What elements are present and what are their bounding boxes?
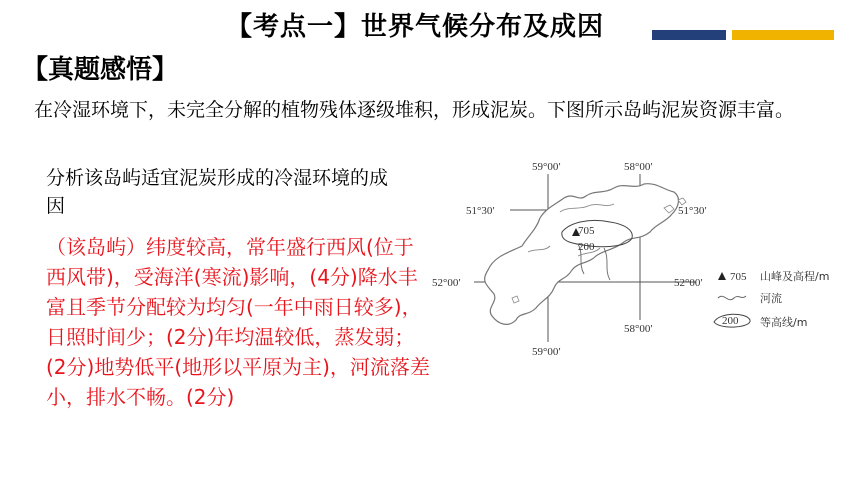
question-text: 分析该岛屿适宜泥炭形成的冷湿环境的成因 bbox=[46, 167, 389, 217]
page-title: 【考点一】世界气候分布及成因 bbox=[226, 12, 605, 42]
lon-top-left: 59°00′ bbox=[532, 161, 561, 173]
lon-top-right: 58°00′ bbox=[624, 161, 653, 173]
legend-contour-value: 200 bbox=[722, 315, 739, 327]
contour-label: 200 bbox=[578, 241, 595, 253]
accent-bar-gold bbox=[732, 30, 834, 40]
lat-upper-left: 51°30′ bbox=[466, 205, 495, 217]
legend-contour-text: 等高线/m bbox=[760, 316, 808, 329]
answer-text: （该岛屿）纬度较高，常年盛行西风(位于西风带)，受海洋(寒流)影响，(4分)降水丰富且季节分配较为均匀(一年中雨日较多)，日照时间少；(2分)年均温较低，蒸发弱；(2分)地势低平(地形以平原为主)，河流落差小，排水不畅。(2分) bbox=[46, 235, 430, 409]
lat-upper-right: 51°30′ bbox=[678, 205, 707, 217]
peak-label: 705 bbox=[578, 225, 595, 237]
legend-river-text: 河流 bbox=[760, 292, 782, 305]
lat-lower-right: 52°00′ bbox=[674, 277, 703, 289]
intro-paragraph: 在冷湿环境下，未完全分解的植物残体逐级堆积，形成泥炭。下图所示岛屿泥炭资源丰富。 bbox=[34, 99, 795, 121]
island-map bbox=[428, 152, 860, 364]
legend-peak-icon bbox=[718, 272, 726, 280]
legend-river-icon bbox=[718, 296, 746, 300]
section-label: 【真题感悟】 bbox=[22, 55, 179, 85]
legend-peak-value: 705 bbox=[730, 271, 747, 283]
lat-lower-left: 52°00′ bbox=[432, 277, 461, 289]
lon-bottom-left: 59°00′ bbox=[532, 346, 561, 358]
legend-peak-text: 山峰及高程/m bbox=[760, 270, 830, 283]
lon-bottom-right: 58°00′ bbox=[624, 323, 653, 335]
accent-bar-dark bbox=[652, 30, 726, 40]
map-legend bbox=[714, 269, 829, 329]
